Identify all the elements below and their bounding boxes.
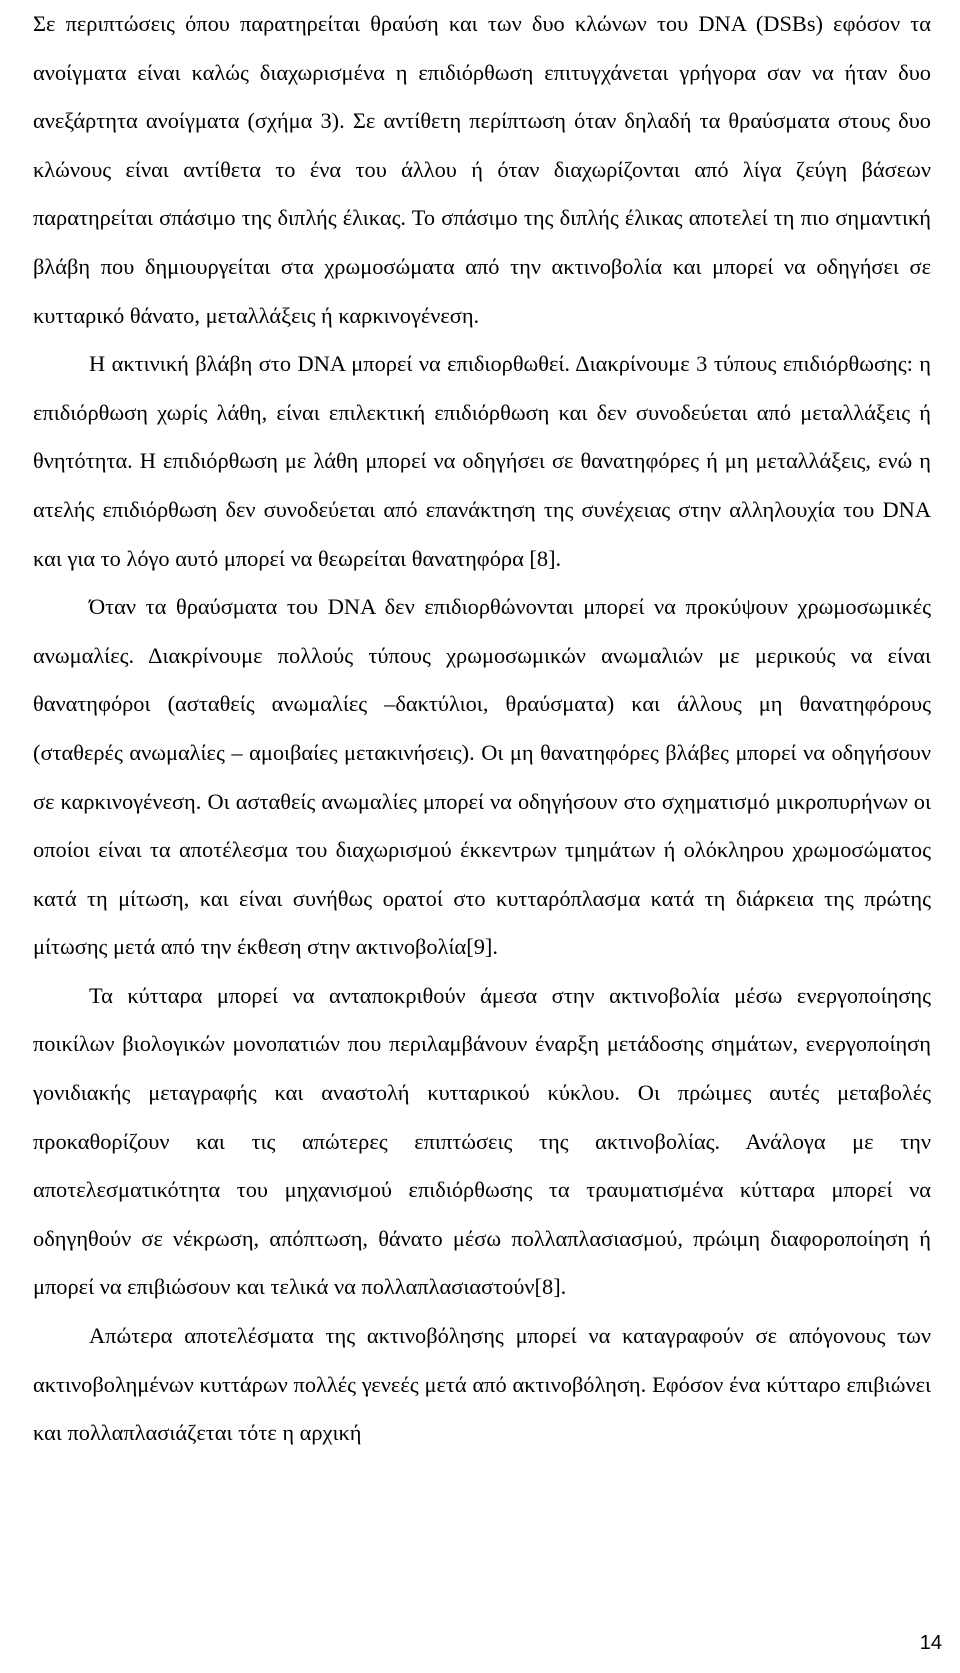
paragraph-dsb-repair: Σε περιπτώσεις όπου παρατηρείται θραύση και των δυο κλώνων του DNA (DSBs) εφόσον τα ανοίγματα είναι καλώς διαχωρισμένα η επιδιόρθωση επιτυγχάνεται γρήγορα σαν να ήταν δυο ανεξάρτητα ανοίγματα (σχήμα 3). Σε αντίθετη περίπτωση όταν δηλαδή τα θραύσματα στους δυο κλώνους είναι αντίθετα το ένα του άλλου ή όταν διαχωρίζονται από λίγα ζεύγη βάσεων παρατηρείται σπάσιμο της διπλής έλικας. Το σπάσιμο της διπλής έλικας αποτελεί τη πιο σημαντική βλάβη που δημιουργείται στα χρωμοσώματα από την ακτινοβολία και μπορεί να οδηγήσει σε κυτταρικό θάνατο, μεταλλάξεις ή καρκινογένεση. [33,11,931,328]
paragraph-chromosomal-aberrations: Όταν τα θραύσματα του DNA δεν επιδιορθώνονται μπορεί να προκύψουν χρωμοσωμικές ανωμαλίες. Διακρίνουμε πολλούς τύπους χρωμοσωμικών ανωμαλιών με μερικούς να είναι θανατηφόροι (ασταθείς ανωμαλίες –δακτύλιοι, θραύσματα) και άλλους μη θανατηφόρους (σταθερές ανωμαλίες – αμοιβαίες μετακινήσεις). Οι μη θανατηφόρες βλάβες μπορεί να οδηγήσουν σε καρκινογένεση. Οι ασταθείς ανωμαλίες μπορεί να οδηγήσουν στο σχηματισμό μικροπυρήνων οι οποίοι είναι τα αποτέλεσμα του διαχωρισμού έκκεντρων τμημάτων ή ολόκληρου χρωμοσώματος κατά τη μίτωση, και είναι συνήθως ορατοί στο κυτταρόπλασμα κατά τη διάρκεια της πρώτης μίτωσης μετά από την έκθεση στην ακτινοβολία[9]. [33,594,931,960]
paragraph-cell-response: Τα κύτταρα μπορεί να ανταποκριθούν άμεσα στην ακτινοβολία μέσω ενεργοποίησης ποικίλων βιολογικών μονοπατιών που περιλαμβάνουν έναρξη μετάδοσης σημάτων, ενεργοποίηση γονιδιακής μεταγραφής και αναστολή κυτταρικού κύκλου. Οι πρώιμες αυτές μεταβολές προκαθορίζουν και τις απώτερες επιπτώσεις της ακτινοβολίας. Ανάλογα με την αποτελεσματικότητα του μηχανισμού επιδιόρθωσης τα τραυματισμένα κύτταρα μπορεί να οδηγηθούν σε νέκρωση, απόπτωση, θάνατο μέσω πολλαπλασιασμού, πρώιμη διαφοροποίηση ή μπορεί να επιβιώσουν και τελικά να πολλαπλασιαστούν[8]. [33,982,931,1300]
document-body [33,0,931,1458]
paragraph-late-effects: Απώτερα αποτελέσματα της ακτινοβόλησης μπορεί να καταγραφούν σε απόγονους των ακτινοβολημένων κυττάρων πολλές γενεές μετά από ακτινοβόληση. Εφόσον ένα κύτταρο επιβιώνει και πολλαπλασιάζεται τότε η αρχική [33,1323,931,1446]
page-number: 14 [919,1632,942,1654]
paragraph-radiation-damage-repair: Η ακτινική βλάβη στο DNA μπορεί να επιδιορθωθεί. Διακρίνουμε 3 τύπους επιδιόρθωσης: η επιδιόρθωση χωρίς λάθη, είναι επιλεκτική επιδιόρθωση και δεν συνοδεύεται από μεταλλάξεις ή θνητότητα. Η επιδιόρθωση με λάθη μπορεί να οδηγήσει σε θανατηφόρες ή μη μεταλλάξεις, ενώ η ατελής επιδιόρθωση δεν συνοδεύεται από επανάκτηση της συνέχειας στην αλληλουχία του DNA και για το λόγο αυτό μπορεί να θεωρείται θανατηφόρα [8]. [33,351,931,571]
